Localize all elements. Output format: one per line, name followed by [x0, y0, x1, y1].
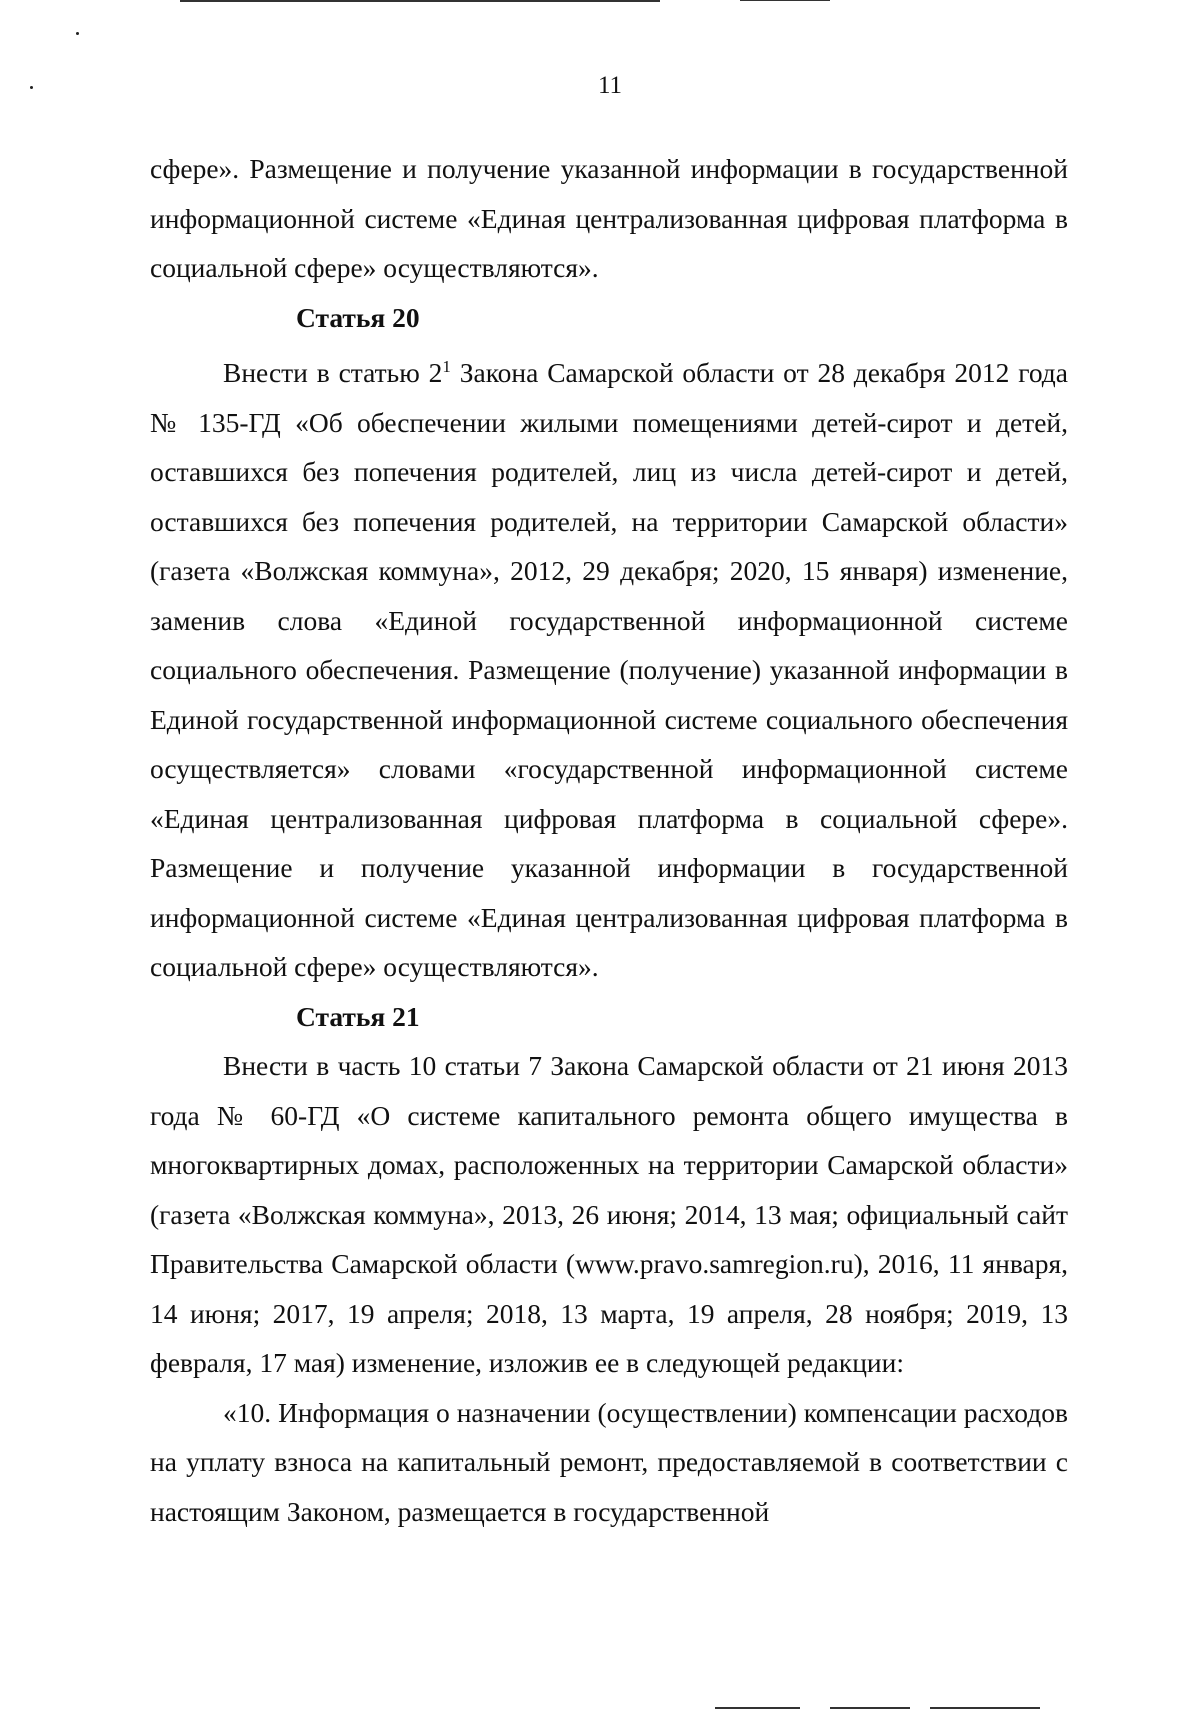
- article-21-heading: Статья 21: [296, 1000, 420, 1032]
- article-21-quoted-paragraph: «10. Информация о назначении (осуществлении) компенсации расходов на уплату взноса на капитальный ремонт, предоставляемой в соответствии с настоящим Законом, размещается в государственной: [150, 1396, 1068, 1527]
- scan-edge-line: [715, 1707, 800, 1709]
- article-20-text-start: Внести в статью 2: [223, 357, 443, 389]
- article-20-text-rest: Закона Самарской области от 28 декабря 2012 года № 135-ГД «Об обеспечении жилыми помещениями детей-сирот и детей, оставшихся без попечения родителей, лиц из числа детей-сирот и детей, оставшихся без попечения родителей, на территории Самарской области» (газета «Волжская коммуна», 2012, 29 декабря; 2020, 15 января) изменение, заменив слова «Единой государственной информационной системе социального обеспечения. Размещение (получение) указанной информации в Единой государственной информационной системе социального обеспечения осуществляется» словами «государственной информационной системе «Единая централизованная цифровая платформа в социальной сфере». Размещение и получение указанной информации в государственной информационной системе «Единая централизованная цифровая платформа в социальной сфере» осуществляются».: [150, 357, 1068, 983]
- scan-speck: [76, 32, 79, 35]
- page-number: 11: [597, 72, 623, 99]
- scan-edge-line: [830, 1707, 910, 1709]
- scan-edge-line: [740, 0, 830, 1]
- article-20-paragraph: [150, 342, 1068, 992]
- article-20-heading: Статья 20: [296, 301, 420, 333]
- continued-paragraph: сфере». Размещение и получение указанной информации в государственной информационной системе «Единая централизованная цифровая платформа в социальной сфере» осуществляются».: [150, 153, 1068, 283]
- article-21-paragraph: Внести в часть 10 статьи 7 Закона Самарской области от 21 июня 2013 года № 60-ГД «О системе капитального ремонта общего имущества в многоквартирных домах, расположенных на территории Самарской области» (газета «Волжская коммуна», 2013, 26 июня; 2014, 13 мая; официальный сайт Правительства Самарской области (www.pravo.samregion.ru), 2016, 11 января, 14 июня; 2017, 19 апреля; 2018, 13 марта, 19 апреля, 28 ноября; 2019, 13 февраля, 17 мая) изменение, изложив ее в следующей редакции:: [150, 1050, 1068, 1379]
- scan-edge-line: [180, 0, 660, 2]
- scan-edge-line: [930, 1707, 1040, 1709]
- document-body: [150, 144, 1068, 1536]
- article-20-superscript: 1: [442, 357, 451, 376]
